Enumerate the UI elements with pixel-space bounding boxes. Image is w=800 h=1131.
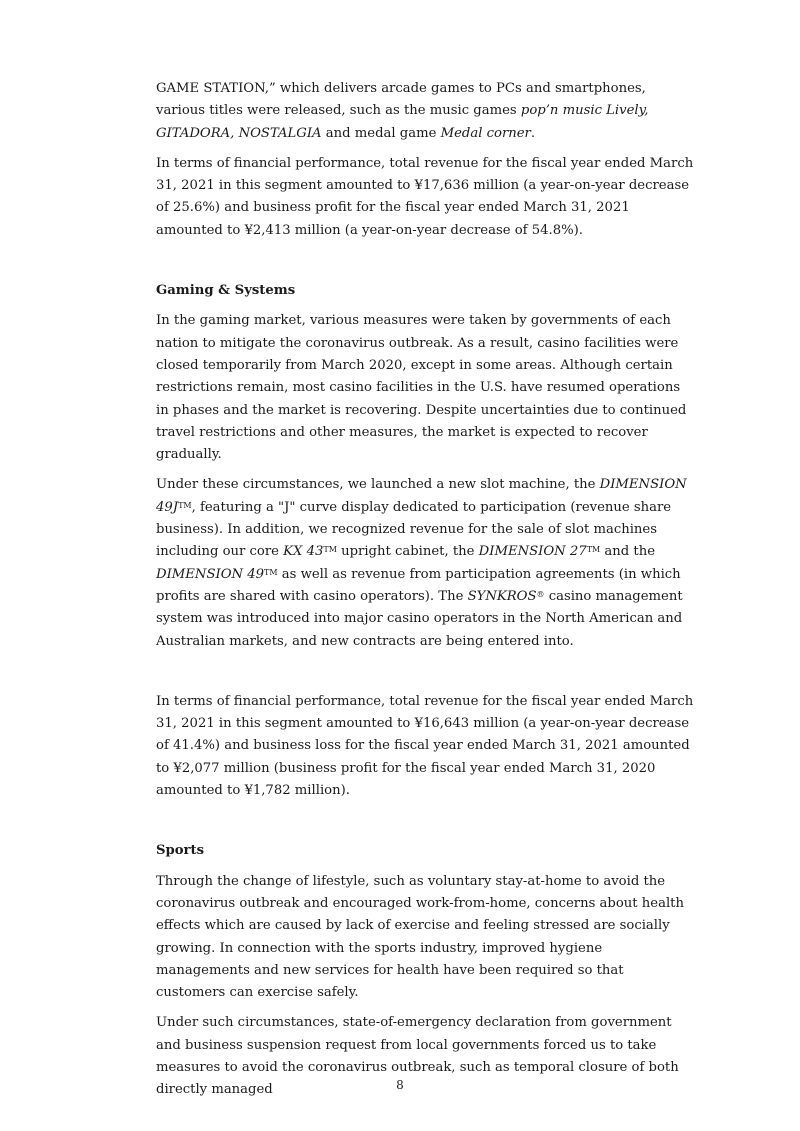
paragraph-sports-lifestyle: Through the change of lifestyle, such as voluntary stay-at-home to avoid the coronavirus outbreak and encouraged work-from-home, concerns about health effects which are caused by lack of exercise and feeling stressed are socially growing. In connection with the sports industry, improved hygiene managements and new services for health have been required so that customers can exercise safely.	[156, 873, 684, 1001]
heading-sports: Sports	[156, 843, 205, 859]
paragraph-amusement-continued: GAME STATION,” which delivers arcade games to PCs and smartphones, various titles were released, such as the music games pop’n music Lively, GITADORA, NOSTALGIA and medal game Medal corner.	[156, 81, 649, 141]
page-number: 8	[396, 1078, 404, 1092]
heading-gaming-systems: Gaming & Systems	[156, 283, 296, 299]
paragraph-amusement-financials: In terms of financial performance, total revenue for the fiscal year ended March 31, 2021 in this segment amounted to ¥17,636 million (a year-on-year decrease of 25.6%) and business profit for the fiscal year ended March 31, 2021 amounted to ¥2,413 million (a year-on-year decrease of 54.8%).	[156, 155, 694, 238]
spacer	[156, 661, 696, 691]
spacer	[156, 810, 696, 840]
paragraph-gaming-financials: In terms of financial performance, total revenue for the fiscal year ended March 31, 2021 in this segment amounted to ¥16,643 million (a year-on-year decrease of 41.4%) and business loss for the fiscal year ended March 31, 2021 amounted to ¥2,077 million (business profit for the fiscal year ended March 31, 2020 amounted to ¥1,782 million).	[156, 693, 694, 799]
paragraph-sports-circumstances: Under such circumstances, state-of-emergency declaration from government and business suspension request from local governments forced us to take measures to avoid the coronavirus outbreak, such as temporal closure of both directly managed	[156, 1015, 679, 1098]
paragraph-gaming-market: In the gaming market, various measures were taken by governments of each nation to mitigate the coronavirus outbreak. As a result, casino facilities were closed temporarily from March 2020, except in some areas. Although certain restrictions remain, most casino facilities in the U.S. have resumed operations in phases and the market is recovering. Despite uncertainties due to continued travel restrictions and other measures, the market is expected to recover gradually.	[156, 313, 687, 463]
spacer	[156, 250, 696, 280]
paragraph-gaming-products: Under these circumstances, we launched a new slot machine, the DIMENSION 49J™, featuring a "J" curve display dedicated to participation (revenue share business). In addition, we recognized revenue for the sale of slot machines including our core KX 43™ upright cabinet, the DIMENSION 27™ and the DIMENSION 49™ as well as revenue from participation agreements (in which profits are shared with casino operators). The SYNKROS® casino management system was introduced into major casino operators in the North American and Australian markets, and new contracts are being entered into.	[156, 477, 687, 649]
document-body	[156, 78, 696, 1110]
